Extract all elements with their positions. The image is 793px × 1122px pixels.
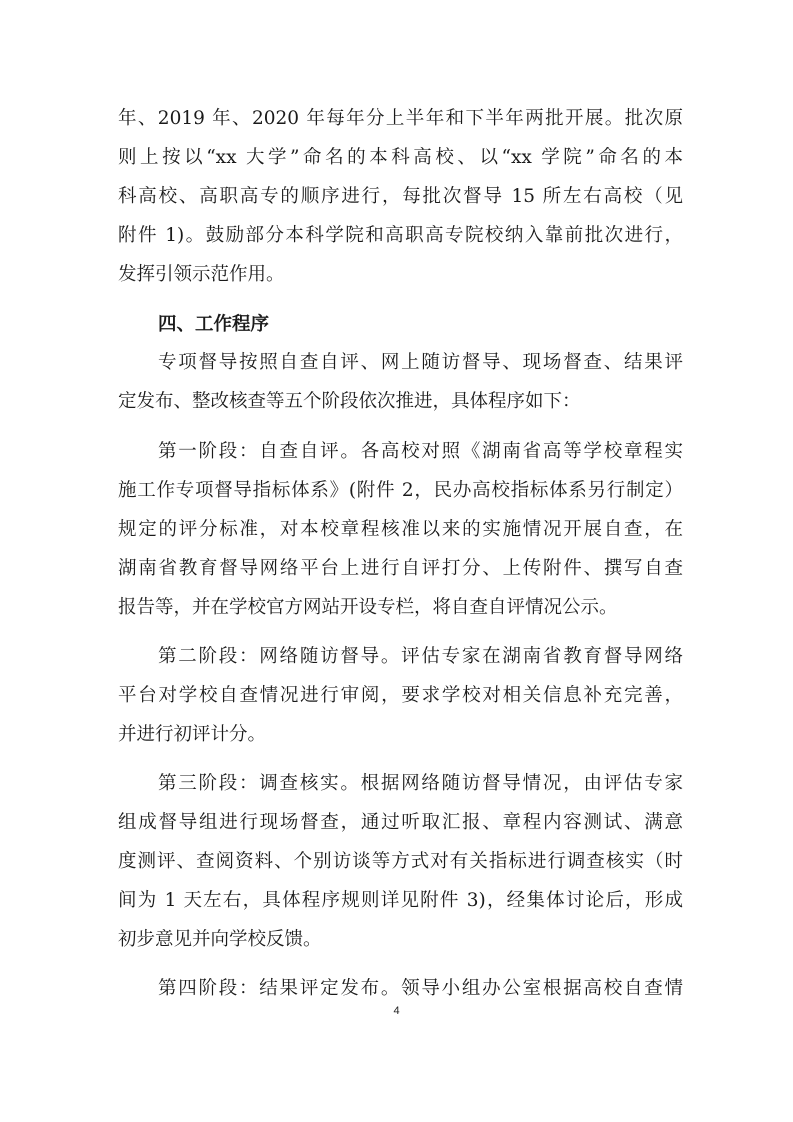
text-line: 则上按以“xx 大学”命名的本科高校、以“xx 学院”命名的本 xyxy=(118,147,683,168)
page-number: 4 xyxy=(393,1005,400,1017)
text-line: 第一阶段：自查自评。各高校对照《湖南省高等学校章程实 xyxy=(158,441,683,462)
text-line: 平台对学校自查情况进行审阅，要求学校对相关信息补充完善， xyxy=(118,685,683,706)
text-line: 规定的评分标准，对本校章程核准以来的实施情况开展自查，在 xyxy=(118,519,683,540)
text-line: 专项督导按照自查自评、网上随访督导、现场督查、结果评 xyxy=(158,352,683,373)
text-line: 定发布、整改核查等五个阶段依次推进，具体程序如下： xyxy=(118,391,581,412)
text-line: 并进行初评计分。 xyxy=(118,724,267,745)
text-line: 科高校、高职高专的顺序进行，每批次督导 15 所左右高校（见 xyxy=(118,186,683,207)
text-line: 第四阶段：结果评定发布。领导小组办公室根据高校自查情 xyxy=(158,978,683,999)
text-line: 度测评、查阅资料、个别访谈等方式对有关指标进行调查核实（时 xyxy=(118,851,683,872)
section-heading: 四、工作程序 xyxy=(158,314,270,335)
text-line: 报告等，并在学校官方网站开设专栏，将自查自评情况公示。 xyxy=(118,597,618,618)
text-line: 组成督导组进行现场督查，通过听取汇报、章程内容测试、满意 xyxy=(118,812,683,833)
text-line: 施工作专项督导指标体系》(附件 2，民办高校指标体系另行制定） xyxy=(118,480,683,501)
text-line: 第二阶段：网络随访督导。评估专家在湖南省教育督导网络 xyxy=(158,646,683,667)
text-line: 年、2019 年、2020 年每年分上半年和下半年两批开展。批次原 xyxy=(118,108,683,129)
text-line: 发挥引领示范作用。 xyxy=(118,264,285,285)
text-line: 湖南省教育督导网络平台上进行自评打分、上传附件、撰写自查 xyxy=(118,558,683,579)
text-line: 间为 1 天左右，具体程序规则详见附件 3)，经集体讨论后，形成 xyxy=(118,890,683,911)
text-line: 第三阶段：调查核实。根据网络随访督导情况，由评估专家 xyxy=(158,773,683,794)
text-line: 初步意见并向学校反馈。 xyxy=(118,929,322,950)
text-line: 附件 1)。鼓励部分本科学院和高职高专院校纳入靠前批次进行， xyxy=(118,225,683,246)
